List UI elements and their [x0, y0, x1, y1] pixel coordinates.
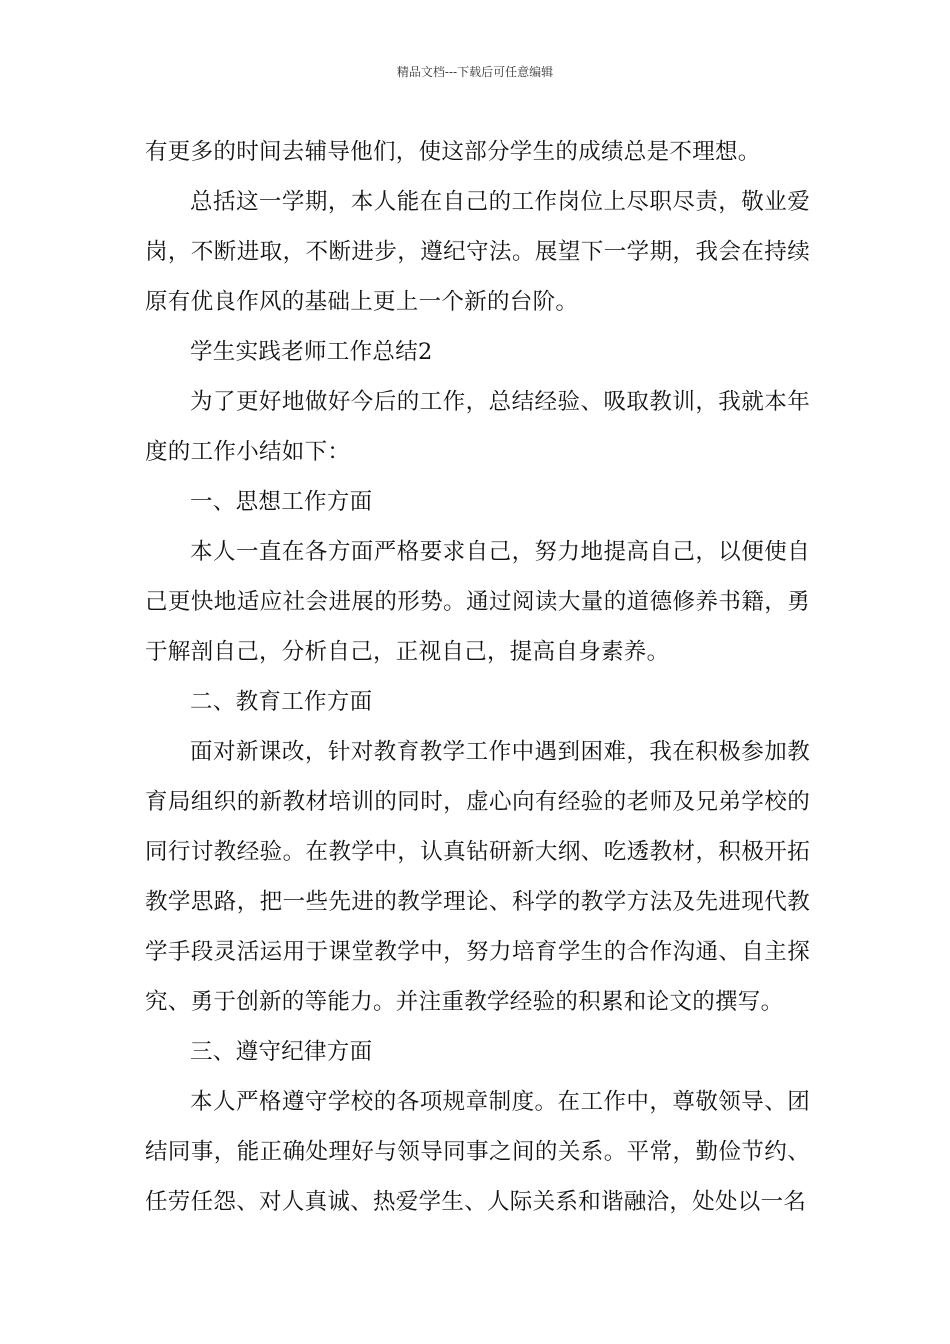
- paragraph-thought: 本人一直在各方面严格要求自己，努力地提高自己，以便使自己更快地适应社会进展的形势。通过阅读大量的道德修养书籍，勇于解剖自己，分析自己，正视自己，提高自身素养。: [145, 539, 810, 665]
- paragraph-discipline: 本人严格遵守学校的各项规章制度。在工作中，尊敬领导、团结同事，能正确处理好与领导同事之间的关系。平常，勤俭节约、任劳任怨、对人真诚、热爱学生、人际关系和谐融洽，处处以一名: [145, 1089, 810, 1215]
- paragraph-intro: 为了更好地做好今后的工作，总结经验、吸取教训，我就本年度的工作小结如下：: [145, 389, 810, 465]
- subheading-discipline: 三、遵守纪律方面: [190, 1039, 373, 1065]
- paragraph-continued: 有更多的时间去辅导他们，使这部分学生的成绩总是不理想。: [145, 139, 761, 165]
- document-body: [145, 127, 810, 1227]
- page-header: 精品文档---下载后可任意编辑: [396, 65, 554, 79]
- paragraph-education: 面对新课改，针对教育教学工作中遇到困难，我在积极参加教育局组织的新教材培训的同时，虚心向有经验的老师及兄弟学校的同行讨教经验。在教学中，认真钻研新大纲、吃透教材，积极开拓教学思路，把一些先进的教学理论、科学的教学方法及先进现代教学手段灵活运用于课堂教学中，努力培育学生的合作沟通、自主探究、勇于创新的等能力。并注重教学经验的积累和论文的撰写。: [145, 739, 810, 1015]
- subheading-thought: 一、思想工作方面: [190, 489, 373, 515]
- subheading-education: 二、教育工作方面: [190, 689, 373, 715]
- section-title: 学生实践老师工作总结2: [190, 339, 433, 365]
- paragraph-summary: 总括这一学期，本人能在自己的工作岗位上尽职尽责，敬业爱岗，不断进取，不断进步，遵纪守法。展望下一学期，我会在持续原有优良作风的基础上更上一个新的台阶。: [145, 189, 810, 315]
